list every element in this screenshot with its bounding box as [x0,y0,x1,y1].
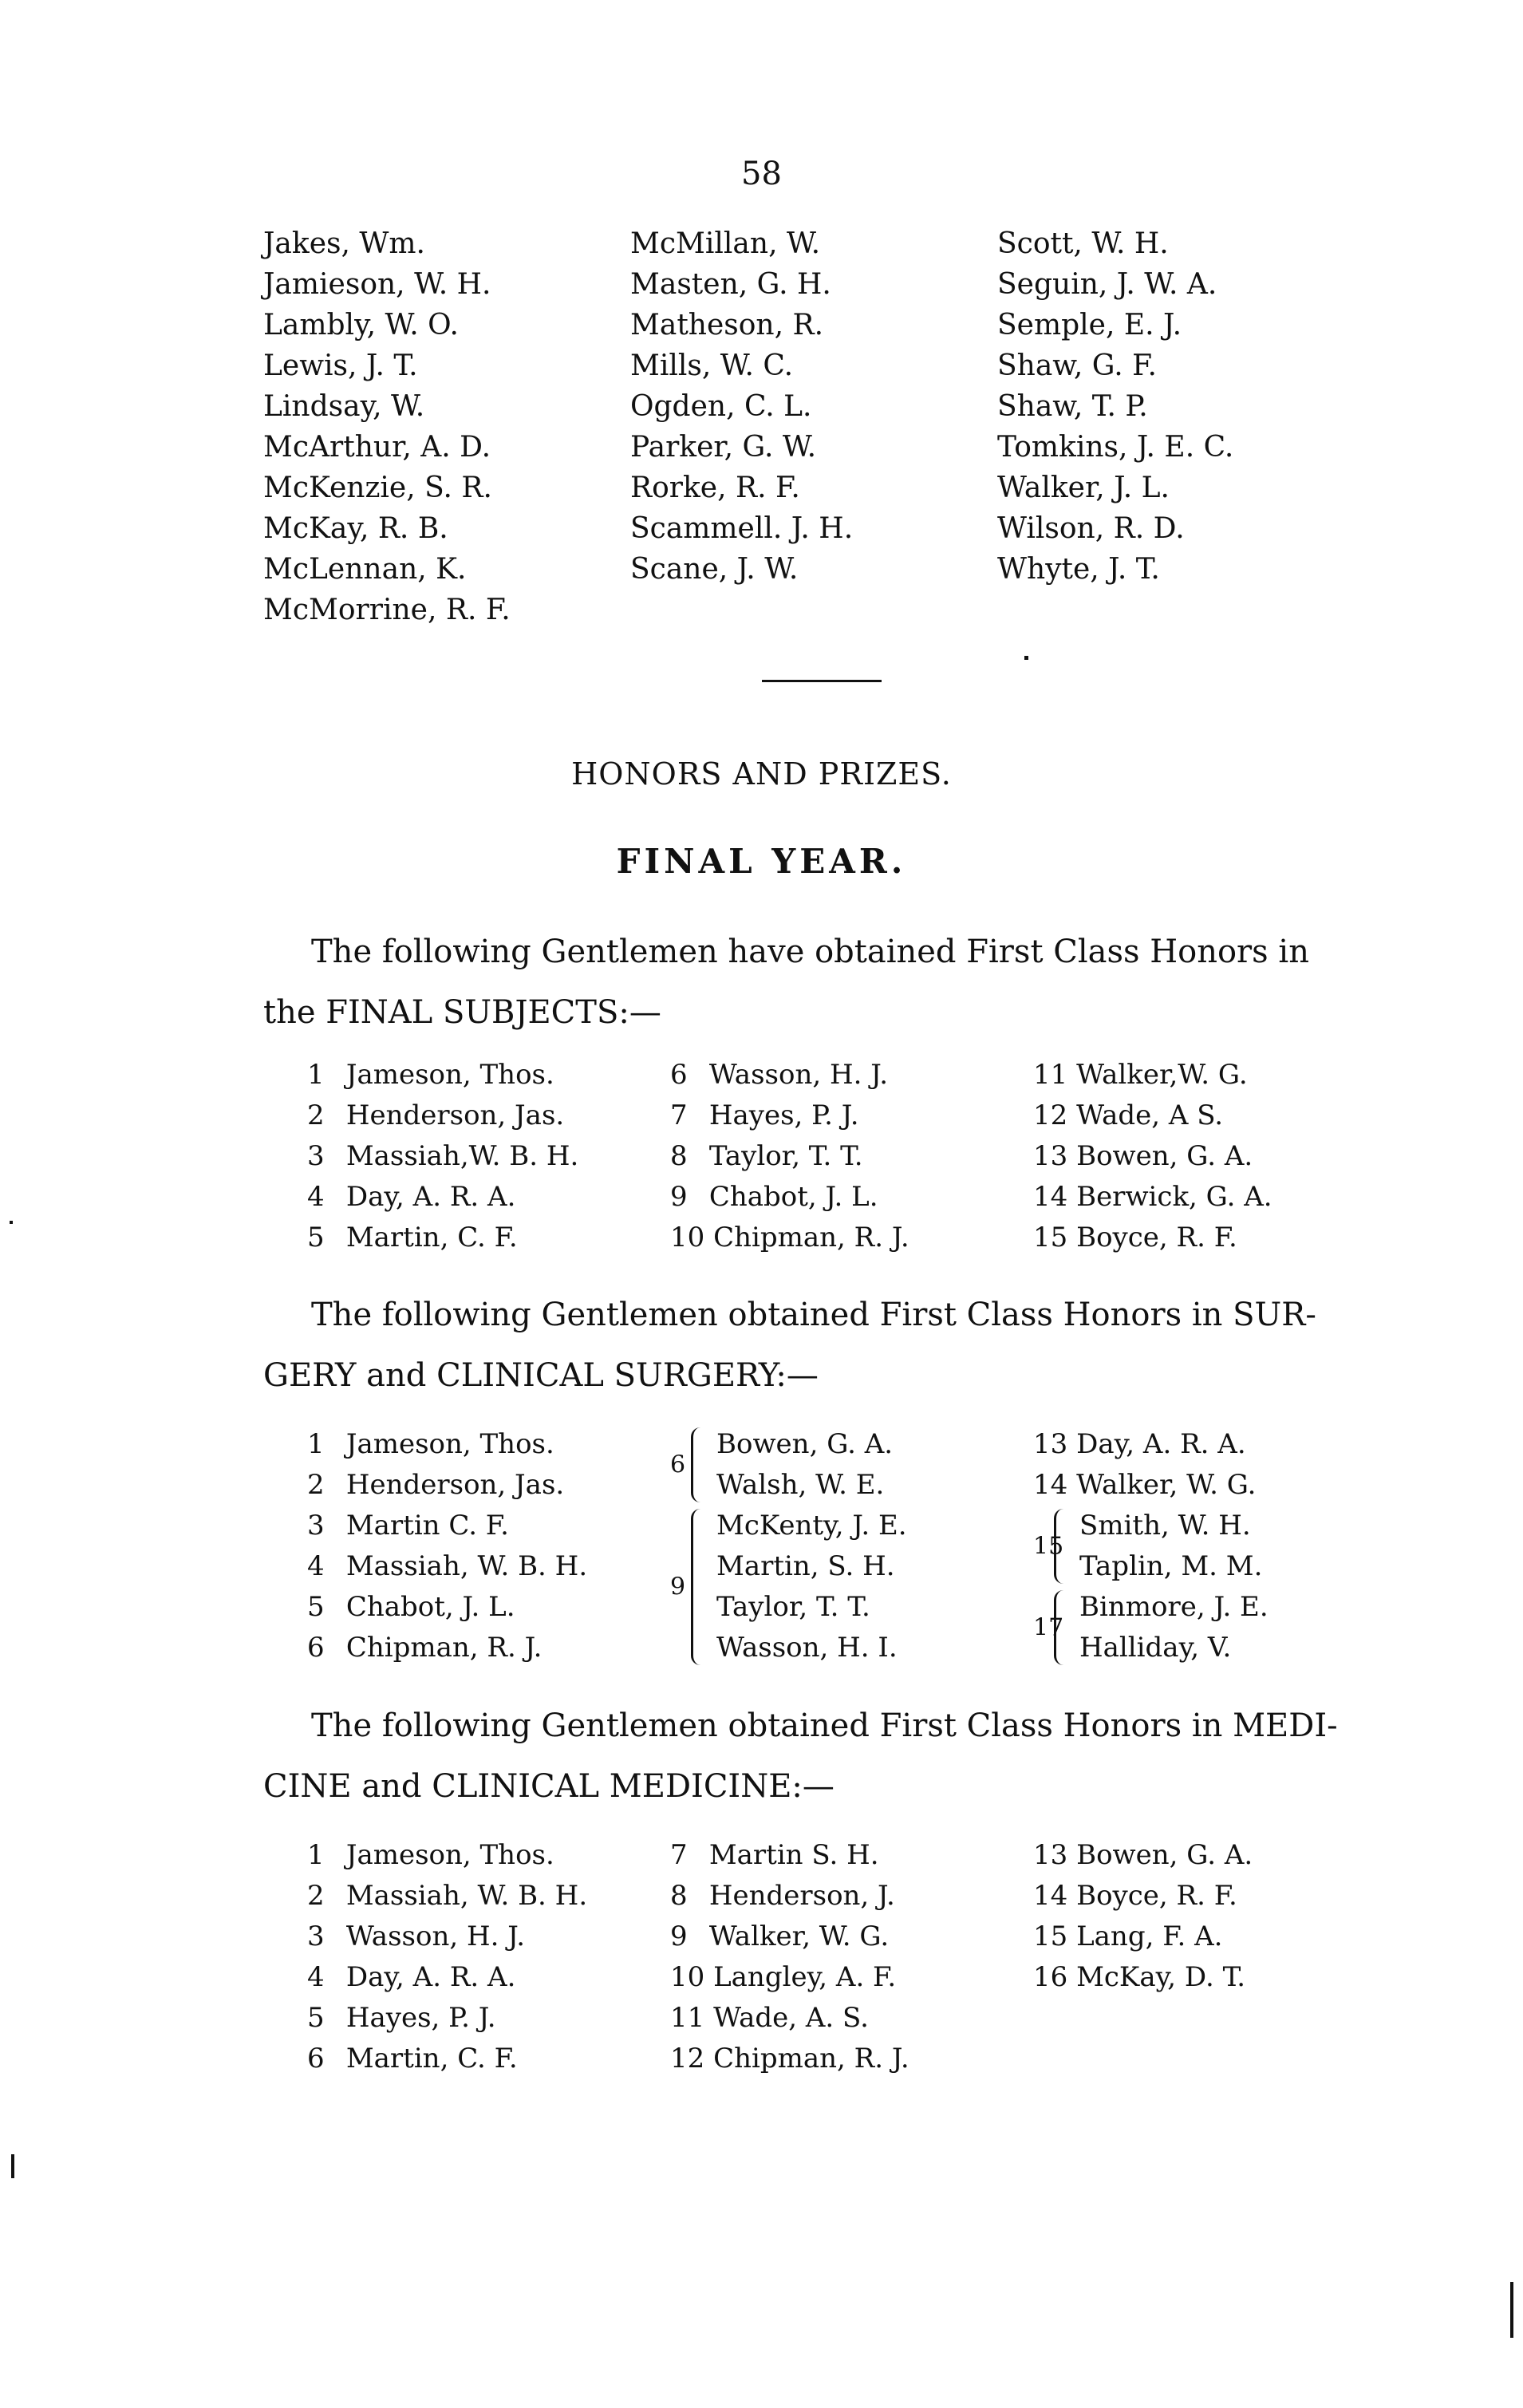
tied-rank-group [1033,1506,1368,1587]
rank-number: 16 [1033,1961,1068,1993]
ranked-entry [307,1136,670,1177]
ranked-entry [307,1055,670,1095]
ranked-entry [1033,1835,1368,1876]
rank-number: 14 [1033,1880,1068,1912]
ranked-name: Bowen, G. A. [1076,1140,1253,1172]
ranked-name: Smith, W. H. [1079,1510,1251,1542]
rank-number: 11 [1033,1059,1068,1091]
ranked-entry [307,1628,670,1668]
rank-number: 8 [670,1140,688,1172]
ranked-name: Martin, C. F. [345,2043,518,2074]
medicine-intro [263,1695,1380,1817]
ranked-entry [1033,1218,1368,1258]
intro-line: The following Gentlemen have obtained First Class Honors in [311,934,1309,970]
rank-number: 3 [307,1510,325,1542]
ranked-column [670,1424,1033,1668]
ranked-entry [307,1587,670,1628]
rank-number: 14 [1033,1469,1068,1501]
ranked-entry [670,1136,1033,1177]
ranked-entry [670,1957,1033,1998]
page-number: 58 [741,156,782,192]
ranked-entry [307,1917,670,1957]
ranked-entry [1033,1465,1368,1506]
rank-number: 1 [307,1428,325,1460]
ranked-name: Jameson, Thos. [345,1839,554,1871]
ranked-column [1033,1055,1368,1258]
name-entry: Lambly, W. O. [263,309,459,341]
rank-number: 4 [307,1961,325,1993]
name-entry: McLennan, K. [263,553,467,586]
name-entry: Scane, J. W. [630,553,799,586]
name-entry: Parker, G. W. [630,431,817,464]
ranked-name: Boyce, R. F. [1076,1880,1237,1912]
tied-rank-group [670,1506,1033,1668]
ranked-name: McKenty, J. E. [716,1510,907,1542]
rank-number: 9 [670,1181,688,1213]
ranked-name: Henderson, Jas. [345,1469,565,1501]
ranked-entry [1033,1424,1368,1465]
tied-rank-group [670,1424,1033,1506]
names-column-3 [997,223,1364,630]
rank-number: 1 [307,1059,325,1091]
ranked-entry [1033,1177,1368,1218]
rank-number: 3 [307,1140,325,1172]
rank-number: 11 [670,2002,705,2034]
rank-number: 6 [307,1632,325,1664]
ranked-name: Wasson, H. J. [345,1920,526,1952]
ranked-entry [1033,1917,1368,1957]
rank-number: 7 [670,1099,688,1131]
final-subjects-intro [263,922,1380,1043]
ranked-name: Massiah, W. B. H. [345,1880,588,1912]
ranked-name: Chipman, R. J. [345,1632,543,1664]
final-year-heading: FINAL YEAR. [616,842,907,881]
rank-number: 7 [670,1839,688,1871]
rank-number: 3 [307,1920,325,1952]
ranked-name: Walker, W. G. [1076,1469,1257,1501]
name-entry: Scammell. J. H. [630,512,854,545]
ranked-entry [1033,1957,1368,1998]
ranked-name: Chabot, J. L. [708,1181,878,1213]
ranked-column [1033,1424,1368,1668]
ranked-entry [307,1957,670,1998]
ranked-name: Walker, W. G. [708,1920,890,1952]
ranked-name: Chipman, R. J. [713,1222,909,1253]
ranked-entry [670,1055,1033,1095]
name-entry: Lindsay, W. [263,390,425,423]
intro-line: GERY and CLINICAL SURGERY:— [263,1357,819,1394]
ranked-name: Langley, A. F. [713,1961,897,1993]
margin-mark [11,2154,14,2178]
ranked-name: Bowen, G. A. [1076,1839,1253,1871]
section-divider [762,680,882,682]
ranked-name: Bowen, G. A. [716,1428,894,1460]
ranked-name: McKay, D. T. [1076,1961,1246,1993]
ranked-name: Chipman, R. J. [713,2043,909,2074]
intro-line: The following Gentlemen obtained First Class Honors in MEDI- [311,1707,1338,1744]
ranked-name: Wade, A S. [1076,1099,1224,1131]
brace-mark [1054,1509,1069,1584]
name-entry: Masten, G. H. [630,268,831,301]
names-column-2 [630,223,997,630]
name-entry: Matheson, R. [630,309,824,341]
name-entry: Mills, W. C. [630,349,794,382]
name-entry: Shaw, T. P. [997,390,1148,423]
margin-mark [1024,656,1028,660]
ranked-column [670,1055,1033,1258]
tied-rank-group [1033,1587,1368,1668]
ranked-name: Day, A. R. A. [345,1181,516,1213]
ranked-name: Massiah,W. B. H. [345,1140,579,1172]
ranked-entry [307,1835,670,1876]
ranked-entry [670,1095,1033,1136]
ranked-name: Taplin, M. M. [1079,1550,1263,1582]
ranked-entry [307,1998,670,2039]
ranked-name: Massiah, W. B. H. [345,1550,588,1582]
ranked-name: Berwick, G. A. [1076,1181,1272,1213]
name-entry: Jamieson, W. H. [263,268,491,301]
rank-number: 12 [1033,1099,1068,1131]
ranked-name: Hayes, P. J. [708,1099,859,1131]
ranked-entry [670,1218,1033,1258]
ranked-name: Wasson, H. J. [708,1059,889,1091]
ranked-column [1033,1835,1368,2079]
brace-mark [1054,1590,1069,1665]
ranked-name: Henderson, J. [708,1880,895,1912]
ranked-column [307,1055,670,1258]
ranked-entry [1033,1095,1368,1136]
ranked-name: Halliday, V. [1079,1632,1232,1664]
ranked-name: Day, A. R. A. [345,1961,516,1993]
rank-number: 5 [307,2002,325,2034]
ranked-entry [670,1835,1033,1876]
rank-number: 10 [670,1961,705,1993]
ranked-column [307,1424,670,1668]
surgery-list [307,1424,1368,1668]
ranked-name: Jameson, Thos. [345,1428,554,1460]
name-entry: Whyte, J. T. [997,553,1160,586]
ranked-name: Chabot, J. L. [345,1591,515,1623]
name-entry: Tomkins, J. E. C. [997,431,1234,464]
ranked-entry [1033,1055,1368,1095]
rank-number: 6 [670,1059,688,1091]
name-entry: Lewis, J. T. [263,349,418,382]
ranked-name: Martin, C. F. [345,1222,518,1253]
ranked-entry [307,1177,670,1218]
rank-number: 17 [1033,1613,1064,1642]
ranked-entry [307,2039,670,2079]
ranked-entry [670,1876,1033,1917]
rank-number: 4 [307,1550,325,1582]
name-entry: Rorke, R. F. [630,472,800,504]
name-entry: Scott, W. H. [997,227,1169,260]
rank-number: 9 [670,1573,686,1601]
ranked-name: Walsh, W. E. [716,1469,885,1501]
ranked-name: Wasson, H. I. [716,1632,898,1664]
rank-number: 2 [307,1099,325,1131]
ranked-name: Martin C. F. [345,1510,509,1542]
rank-number: 5 [307,1591,325,1623]
rank-number: 15 [1033,1532,1064,1561]
ranked-entry [670,1917,1033,1957]
rank-number: 4 [307,1181,325,1213]
rank-number: 9 [670,1920,688,1952]
ranked-column [670,1835,1033,2079]
rank-number: 12 [670,2043,705,2074]
honors-heading: HONORS AND PRIZES. [571,756,952,791]
ranked-name: Binmore, J. E. [1079,1591,1269,1623]
ranked-name: Taylor, T. T. [708,1140,863,1172]
rank-number: 14 [1033,1181,1068,1213]
name-entry: Shaw, G. F. [997,349,1157,382]
ranked-name: Lang, F. A. [1076,1920,1223,1952]
ranked-entry [1033,1136,1368,1177]
ranked-entry [1033,1876,1368,1917]
names-list [263,223,1364,630]
ranked-name: Jameson, Thos. [345,1059,554,1091]
ranked-entry [307,1465,670,1506]
ranked-entry [670,1177,1033,1218]
rank-number: 15 [1033,1222,1068,1253]
ranked-name: Martin S. H. [708,1839,879,1871]
ranked-entry [670,2039,1033,2079]
ranked-column [307,1835,670,2079]
ranked-name: Henderson, Jas. [345,1099,565,1131]
names-column-1 [263,223,630,630]
intro-line: CINE and CLINICAL MEDICINE:— [263,1768,834,1805]
ranked-name: Boyce, R. F. [1076,1222,1237,1253]
rank-number: 5 [307,1222,325,1253]
rank-number: 13 [1033,1140,1068,1172]
rank-number: 2 [307,1469,325,1501]
margin-mark [1510,2282,1513,2338]
ranked-entry [670,1998,1033,2039]
name-entry: McMorrine, R. F. [263,594,511,626]
rank-number: 15 [1033,1920,1068,1952]
rank-number: 8 [670,1880,688,1912]
intro-line: the FINAL SUBJECTS:— [263,994,661,1031]
ranked-name: Martin, S. H. [716,1550,895,1582]
rank-number: 1 [307,1839,325,1871]
name-entry: McKay, R. B. [263,512,448,545]
brace-mark [691,1509,706,1665]
name-entry: Wilson, R. D. [997,512,1185,545]
ranked-name: Walker,W. G. [1076,1059,1248,1091]
name-entry: Seguin, J. W. A. [997,268,1217,301]
name-entry: McMillan, W. [630,227,821,260]
margin-mark [10,1221,13,1224]
rank-number: 6 [307,2043,325,2074]
ranked-name: Day, A. R. A. [1076,1428,1246,1460]
ranked-name: Taylor, T. T. [716,1591,870,1623]
rank-number: 13 [1033,1839,1068,1871]
name-entry: McArthur, A. D. [263,431,491,464]
ranked-entry [307,1876,670,1917]
surgery-intro [263,1285,1380,1406]
ranked-name: Wade, A. S. [713,2002,869,2034]
name-entry: Jakes, Wm. [263,227,425,260]
name-entry: McKenzie, S. R. [263,472,492,504]
rank-number: 2 [307,1880,325,1912]
intro-line: The following Gentlemen obtained First Class Honors in SUR- [311,1297,1316,1333]
rank-number: 6 [670,1451,686,1479]
brace-mark [691,1427,706,1502]
rank-number: 13 [1033,1428,1068,1460]
ranked-entry [307,1218,670,1258]
final-subjects-list [307,1055,1368,1258]
rank-number: 10 [670,1222,705,1253]
ranked-name: Hayes, P. J. [345,2002,496,2034]
name-entry: Semple, E. J. [997,309,1182,341]
ranked-entry [307,1546,670,1587]
ranked-entry [307,1424,670,1465]
name-entry: Ogden, C. L. [630,390,812,423]
ranked-entry [307,1095,670,1136]
medicine-list [307,1835,1368,2079]
ranked-entry [307,1506,670,1546]
name-entry: Walker, J. L. [997,472,1170,504]
